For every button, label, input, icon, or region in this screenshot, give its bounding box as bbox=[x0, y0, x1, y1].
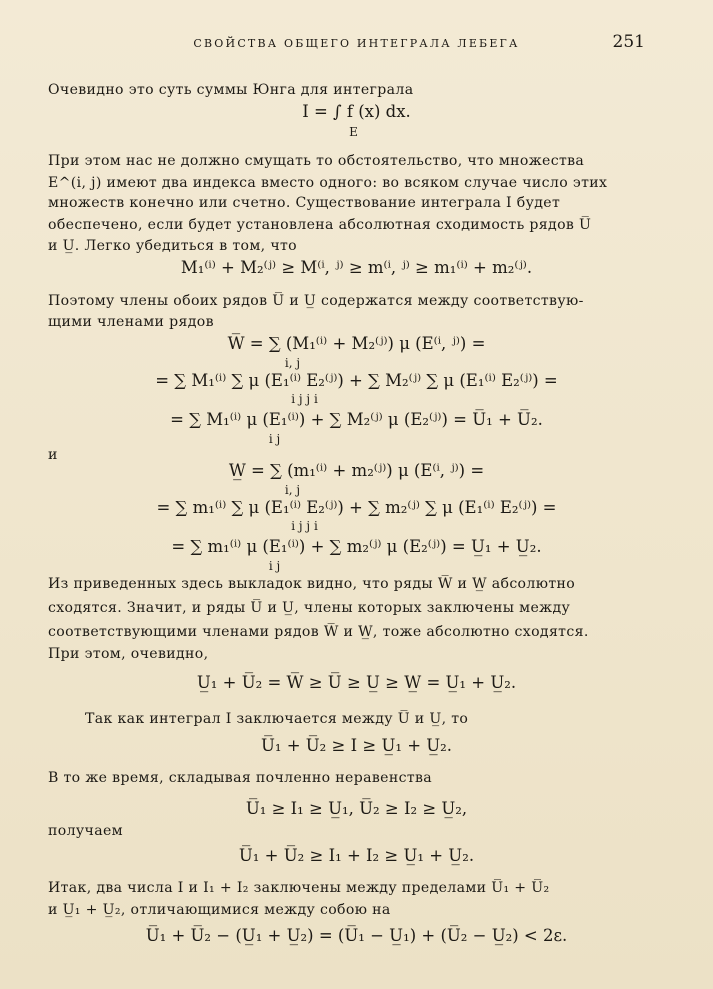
formula-bounds-i: U̅₁ + U̅₂ ≥ I ≥ U̲₁ + U̲₂. bbox=[260, 736, 453, 755]
formula-final: U̅₁ + U̅₂ − (U̲₁ + U̲₂) = (U̅₁ − U̲₁) + (U̅₂ − U̲₂) < 2ε. bbox=[145, 926, 568, 945]
formula-subscript: i, j bbox=[284, 483, 301, 497]
formula-upper-w-expanded: = ∑ M₁⁽ⁱ⁾ ∑ μ (E₁⁽ⁱ⁾ E₂⁽ʲ⁾) + ∑ M₂⁽ʲ⁾ ∑ μ (E₁⁽ⁱ⁾ E₂⁽ʲ⁾) = bbox=[155, 371, 558, 390]
formula-subscript: i j bbox=[268, 432, 281, 446]
text-line: Так как интеграл I заключается между U̅ и U̲, то bbox=[85, 711, 469, 727]
formula-subscript: E bbox=[349, 125, 358, 139]
running-title: СВОЙСТВА ОБЩЕГО ИНТЕГРАЛА ЛЕБЕГА bbox=[193, 37, 520, 50]
text-line: множеств конечно или счетно. Существование интеграла I будет bbox=[48, 195, 561, 211]
formula-subscript: i j j i bbox=[291, 519, 318, 533]
formula-subscript: i, j bbox=[284, 356, 301, 370]
formula-lower-w-expanded: = ∑ m₁⁽ⁱ⁾ ∑ μ (E₁⁽ⁱ⁾ E₂⁽ʲ⁾) + ∑ m₂⁽ʲ⁾ ∑ μ (E₁⁽ⁱ⁾ E₂⁽ʲ⁾) = bbox=[156, 498, 557, 517]
text-line: обеспечено, если будет установлена абсолютная сходимость рядов U̅ bbox=[48, 217, 592, 233]
text-line: В то же время, складывая почленно неравенства bbox=[48, 770, 433, 786]
page-header bbox=[0, 33, 713, 57]
text-line: Поэтому члены обоих рядов U̅ и U̲ содержатся между соответствую- bbox=[48, 293, 584, 309]
text-line: При этом нас не должно смущать то обстоятельство, что множества bbox=[48, 153, 585, 169]
formula-lower-w-result: = ∑ m₁⁽ⁱ⁾ μ (E₁⁽ⁱ⁾) + ∑ m₂⁽ʲ⁾ μ (E₂⁽ʲ⁾) = U̲₁ + U̲₂. bbox=[171, 537, 542, 556]
text-line: и U̲. Легко убедиться в том, что bbox=[48, 238, 297, 254]
text-line: E^(i, j) имеют два индекса вместо одного: во всяком случае число этих bbox=[48, 175, 608, 191]
text-line: получаем bbox=[48, 823, 123, 839]
formula-upper-w-result: = ∑ M₁⁽ⁱ⁾ μ (E₁⁽ⁱ⁾) + ∑ M₂⁽ʲ⁾ μ (E₂⁽ʲ⁾) = U̅₁ + U̅₂. bbox=[170, 410, 543, 429]
formula-upper-w: W̅ = ∑ (M₁⁽ⁱ⁾ + M₂⁽ʲ⁾) μ (E⁽ⁱ, ʲ⁾) = bbox=[227, 334, 486, 353]
page-number: 251 bbox=[612, 32, 645, 52]
formula-chain: U̲₁ + U̅₂ = W̅ ≥ U̅ ≥ U̲ ≥ W̲ = U̲₁ + U̲₂. bbox=[196, 673, 517, 692]
text-line: и bbox=[48, 447, 58, 463]
text-line: соответствующими членами рядов W̅ и W̲, тоже абсолютно сходятся. bbox=[48, 624, 589, 640]
text-line: щими членами рядов bbox=[48, 314, 214, 330]
text-line: сходятся. Значит, и ряды U̅ и U̲, члены которых заключены между bbox=[48, 600, 571, 616]
formula-partial-bounds: U̅₁ ≥ I₁ ≥ U̲₁, U̅₂ ≥ I₂ ≥ U̲₂, bbox=[245, 799, 468, 818]
formula-inequality: M₁⁽ⁱ⁾ + M₂⁽ʲ⁾ ≥ M⁽ⁱ, ʲ⁾ ≥ m⁽ⁱ, ʲ⁾ ≥ m₁⁽ⁱ⁾ + m₂⁽ʲ⁾. bbox=[180, 258, 533, 277]
formula-sum-bounds: U̅₁ + U̅₂ ≥ I₁ + I₂ ≥ U̲₁ + U̲₂. bbox=[238, 846, 475, 865]
text-line: При этом, очевидно, bbox=[48, 646, 209, 662]
text-line: Из приведенных здесь выкладок видно, что ряды W̅ и W̲ абсолютно bbox=[48, 576, 576, 592]
formula-lower-w: W̲ = ∑ (m₁⁽ⁱ⁾ + m₂⁽ʲ⁾) μ (E⁽ⁱ, ʲ⁾) = bbox=[228, 461, 485, 480]
text-line: Итак, два числа I и I₁ + I₂ заключены между пределами U̅₁ + U̅₂ bbox=[48, 880, 550, 896]
formula-subscript: i j bbox=[268, 559, 281, 573]
text-line: Очевидно это суть суммы Юнга для интеграла bbox=[48, 82, 414, 98]
formula-subscript: i j j i bbox=[291, 392, 318, 406]
formula-integral: I = ∫ f (x) dx. bbox=[302, 102, 411, 121]
text-line: и U̲₁ + U̲₂, отличающимися между собою на bbox=[48, 902, 391, 918]
